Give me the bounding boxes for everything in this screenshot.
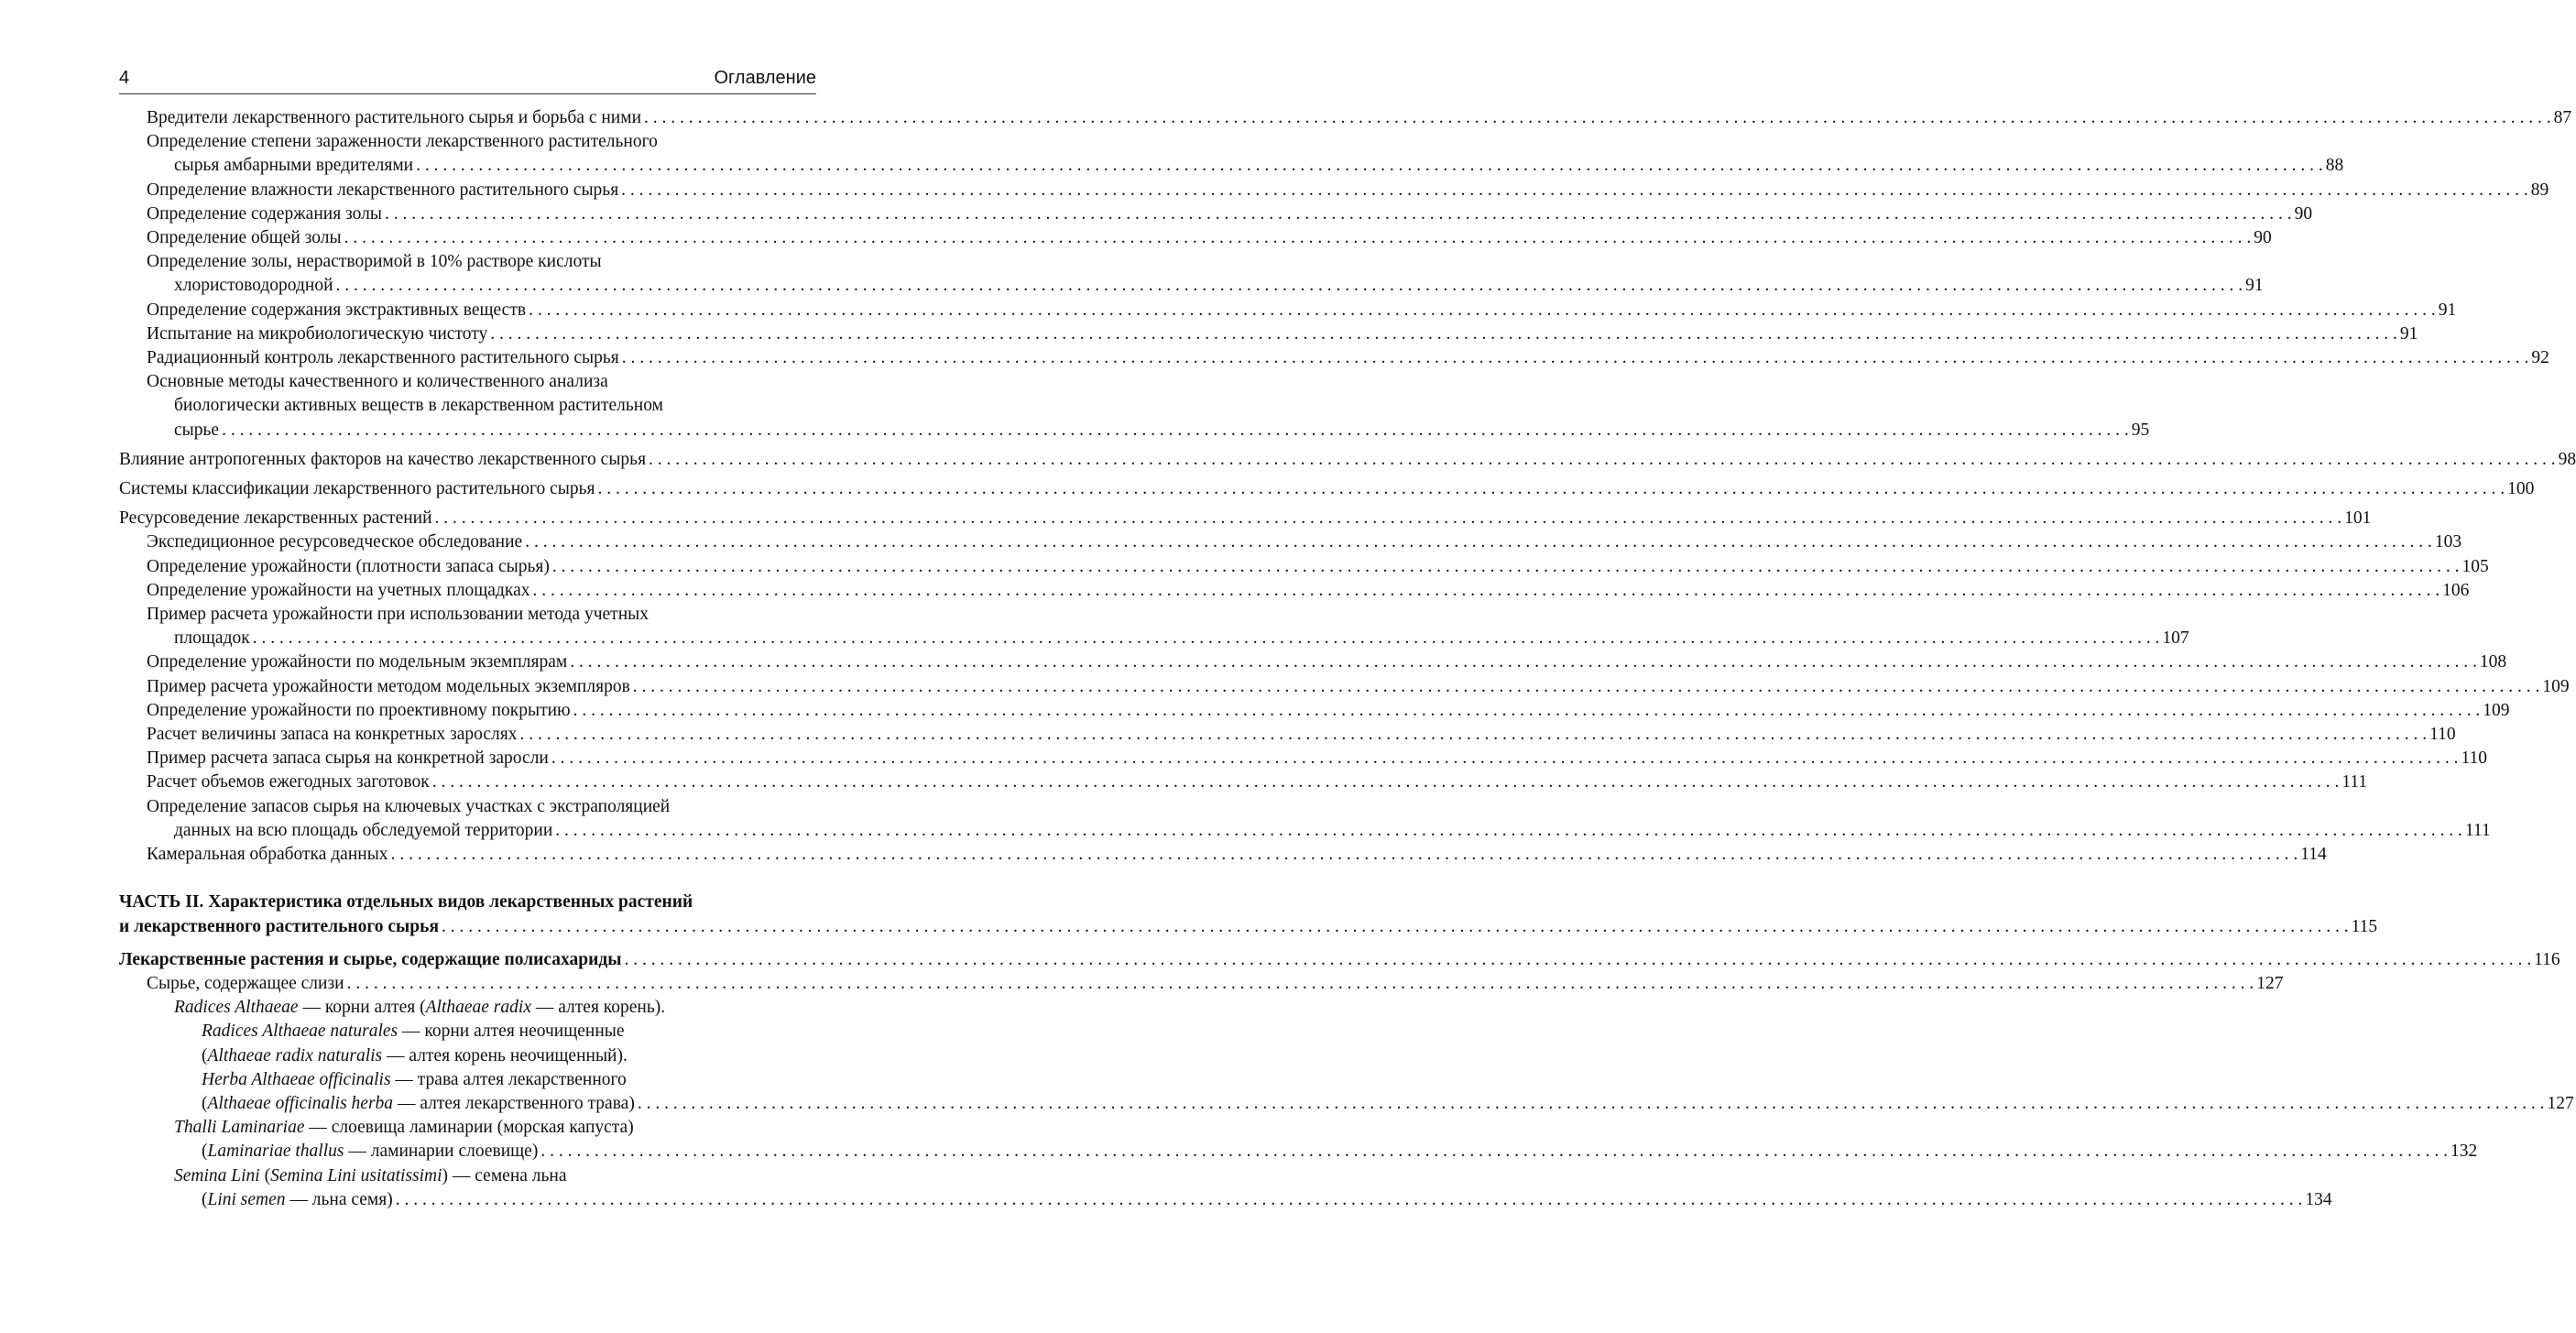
- toc-entry[interactable]: [119, 202, 2313, 226]
- russian-name: — алтея лекарственного трава): [393, 1093, 635, 1113]
- toc-leader: [595, 477, 2507, 501]
- toc-entry-title: Вредители лекарственного растительного сырья и борьба с ними: [147, 108, 642, 127]
- toc-entry-title: Определение запасов сырья на ключевых участках с экстраполяцией: [147, 796, 671, 816]
- toc-leader: [549, 747, 2461, 770]
- toc-entry-title-continued: сырье: [174, 420, 220, 440]
- toc-leader: [635, 1092, 2548, 1116]
- toc-entry-title-continued: биологически активных веществ в лекарственном растительном: [174, 396, 663, 416]
- running-header: [119, 66, 816, 94]
- toc-leader: [618, 179, 2531, 202]
- paren: (: [202, 1045, 208, 1065]
- toc-leader: [393, 1188, 2306, 1212]
- toc-leader: [522, 530, 2435, 554]
- toc-entry-title: Определение золы, нерастворимой в 10% растворе кислоты: [147, 252, 602, 272]
- toc-entry-title: Определение урожайности на учетных площадках: [147, 580, 530, 600]
- toc-entry-page: 114: [2300, 845, 2327, 865]
- toc-leader: [333, 274, 2246, 298]
- latin-name: Radices Althaeae naturales: [202, 1022, 398, 1042]
- toc-entry[interactable]: [119, 226, 2272, 250]
- toc-entry[interactable]: [119, 1164, 2332, 1212]
- toc-entry[interactable]: [119, 650, 2507, 674]
- paren: (: [202, 1093, 208, 1113]
- toc-leader: [529, 579, 2442, 603]
- toc-entry-page: 109: [2542, 676, 2570, 696]
- toc-entry-page: 91: [2399, 323, 2418, 344]
- toc-entry-page: 132: [2450, 1142, 2478, 1162]
- toc-entry[interactable]: [119, 346, 2549, 370]
- toc-entry[interactable]: [119, 507, 2372, 530]
- toc-entry-title-continued: площадок: [174, 628, 250, 649]
- russian-name: — ламинарии слоевище): [344, 1142, 539, 1162]
- toc-entry-title: Пример расчета запаса сырья на конкретной заросли: [147, 748, 549, 769]
- toc-leader: [619, 346, 2532, 370]
- toc-entry-title: Определение степени зараженности лекарственного растительного: [147, 132, 658, 152]
- toc-leader: [250, 627, 2163, 650]
- toc-entry[interactable]: [119, 675, 2570, 699]
- toc-entry[interactable]: [119, 370, 2150, 443]
- toc-entry-page: 98: [2558, 449, 2576, 469]
- toc-entry-title: Определение содержания экстрактивных веществ: [147, 300, 527, 320]
- russian-name: — алтея корень).: [530, 998, 666, 1018]
- toc-entry-page: 127: [2256, 973, 2284, 993]
- toc-entry[interactable]: [119, 448, 2576, 472]
- latin-name: Semina Lini usitatissimi: [270, 1165, 442, 1185]
- toc-leader: [487, 322, 2400, 346]
- toc-leader: [439, 915, 2352, 939]
- toc-entry[interactable]: [119, 996, 2574, 1116]
- toc-entry-title: Системы классификации лекарственного растительного сырья: [119, 479, 595, 499]
- toc-entry-title: Пример расчета урожайности методом модельных экземпляров: [147, 676, 630, 696]
- toc-entry[interactable]: [119, 972, 2284, 996]
- toc-entry-page: 91: [2438, 300, 2457, 320]
- toc-leader: [538, 1140, 2450, 1164]
- toc-entry-page: 92: [2531, 348, 2549, 368]
- toc-entry-page: 90: [2254, 228, 2272, 248]
- toc-entry-title: Ресурсоведение лекарственных растений: [119, 508, 432, 529]
- toc-leader: [517, 723, 2429, 747]
- toc-entry-title: Камеральная обработка данных: [147, 845, 388, 865]
- russian-name: ) — семена льна: [442, 1165, 567, 1185]
- toc-leader: [344, 972, 2257, 996]
- russian-name: — слоевища ламинарии (морская капуста): [304, 1118, 634, 1138]
- toc-entry[interactable]: [119, 770, 2368, 794]
- toc-entry[interactable]: [119, 106, 2572, 130]
- toc-entry-page: 106: [2442, 580, 2470, 600]
- page-number: 4: [119, 68, 130, 88]
- toc-entry-page: 116: [2534, 949, 2560, 969]
- toc-leader: [646, 448, 2559, 472]
- paren: (: [259, 1165, 271, 1185]
- toc-entry[interactable]: [119, 477, 2535, 501]
- toc-leader: [552, 819, 2465, 843]
- toc-entry[interactable]: [119, 948, 2560, 972]
- toc-entry-title-continued: данных на всю площадь обследуемой территории: [174, 820, 553, 840]
- toc-entry-page: 89: [2530, 180, 2549, 200]
- toc-entry-title: Экспедиционное ресурсоведческое обследование: [147, 532, 523, 552]
- toc-entry-page: 108: [2479, 652, 2507, 672]
- toc-entry[interactable]: [119, 747, 2488, 770]
- latin-name: Herba Althaeae officinalis: [202, 1069, 391, 1089]
- toc-entry[interactable]: [119, 723, 2456, 747]
- russian-name: — льна семя): [285, 1189, 393, 1209]
- toc-entry-page: 115: [2351, 916, 2378, 936]
- toc-entry-title: Пример расчета урожайности при использовании метода учетных: [147, 605, 649, 625]
- toc-leader: [526, 299, 2439, 322]
- toc-leader: [641, 106, 2554, 130]
- toc-leader: [432, 507, 2345, 530]
- toc-entry[interactable]: [119, 603, 2189, 650]
- toc-entry-page: 101: [2344, 508, 2372, 529]
- toc-entry-title: Расчет объемов ежегодных заготовок: [147, 772, 430, 792]
- toc-entry-title: Радиационный контроль лекарственного растительного сырья: [147, 348, 619, 368]
- toc-entry-page: 110: [2429, 725, 2456, 745]
- toc-entry-page: 107: [2162, 628, 2189, 649]
- toc-leader: [630, 675, 2543, 699]
- toc-entry[interactable]: [119, 795, 2491, 843]
- toc-entry-title: Основные методы качественного и количественного анализа: [147, 372, 608, 392]
- paren: (: [202, 1142, 208, 1162]
- toc-entry-title: Определение содержания золы: [147, 203, 382, 224]
- toc-entry-page: 90: [2294, 203, 2313, 224]
- toc-entry-page: 110: [2461, 748, 2488, 769]
- latin-name: Thalli Laminariae: [174, 1118, 305, 1138]
- latin-name: Althaeae radix: [425, 998, 531, 1018]
- toc-entry[interactable]: [119, 555, 2489, 579]
- toc-entry[interactable]: [119, 579, 2470, 603]
- toc-entry-title: ЧАСТЬ II. Характеристика отдельных видов лекарственных растений: [119, 892, 693, 912]
- toc-leader: [413, 154, 2326, 178]
- toc-entry-title: Определение урожайности по проективному покрытию: [147, 700, 571, 720]
- toc-entry[interactable]: [119, 130, 2344, 178]
- toc-leader: [567, 650, 2480, 674]
- toc-entry-page: 103: [2434, 532, 2462, 552]
- toc-entry-page: 95: [2131, 420, 2150, 440]
- toc-leader: [219, 419, 2132, 443]
- latin-name: Althaeae officinalis herba: [207, 1093, 394, 1113]
- russian-name: — корни алтея неочищенные: [398, 1022, 625, 1042]
- toc-entry-page: 111: [2464, 820, 2491, 840]
- toc-entry-title: Определение влажности лекарственного растительного сырья: [147, 180, 619, 200]
- toc-entry-page: 100: [2507, 479, 2535, 499]
- toc-entry[interactable]: [119, 179, 2549, 202]
- russian-name: — алтея корень неочищенный).: [382, 1045, 628, 1065]
- toc-entry[interactable]: [119, 843, 2327, 867]
- toc-entry-page: 105: [2461, 556, 2489, 576]
- toc-entry-title: Определение общей золы: [147, 228, 342, 248]
- latin-name: Laminariae thallus: [207, 1142, 344, 1162]
- toc-entry-page: 91: [2245, 276, 2264, 296]
- toc-leader: [382, 202, 2295, 226]
- latin-name: Semina Lini: [174, 1165, 260, 1185]
- toc-leader: [342, 226, 2254, 250]
- toc-entry[interactable]: [119, 699, 2510, 723]
- toc-entry-title: Определение урожайности по модельным экземплярам: [147, 652, 568, 672]
- toc-part-heading[interactable]: [119, 890, 2378, 938]
- latin-name: Radices Althaeae: [174, 998, 299, 1018]
- table-of-contents: [119, 106, 2576, 1212]
- toc-entry[interactable]: [119, 299, 2457, 322]
- toc-entry-title-continued: хлористоводородной: [174, 276, 333, 296]
- russian-name: — корни алтея (: [298, 998, 426, 1018]
- running-title: Оглавление: [714, 68, 816, 88]
- toc-entry[interactable]: [119, 530, 2462, 554]
- toc-entry-page: 134: [2305, 1189, 2332, 1209]
- toc-entry[interactable]: [119, 1116, 2478, 1164]
- toc-entry-page: 111: [2341, 772, 2368, 792]
- toc-leader: [621, 948, 2534, 972]
- russian-name: — трава алтея лекарственного: [390, 1069, 627, 1089]
- toc-entry-title: Определение урожайности (плотности запаса сырья): [147, 556, 550, 576]
- toc-entry-page: 109: [2483, 700, 2510, 720]
- paren: (: [202, 1189, 208, 1209]
- toc-leader: [550, 555, 2462, 579]
- toc-entry-title: Испытание на микробиологическую чистоту: [147, 323, 488, 344]
- toc-entry-title-continued: и лекарственного растительного сырья: [119, 916, 439, 936]
- toc-leader: [430, 770, 2342, 794]
- toc-entry[interactable]: [119, 250, 2264, 298]
- latin-name: Althaeae radix naturalis: [207, 1045, 383, 1065]
- toc-entry-page: 88: [2325, 156, 2344, 176]
- toc-entry[interactable]: [119, 322, 2418, 346]
- toc-leader: [571, 699, 2483, 723]
- toc-entry-title: Сырье, содержащее слизи: [147, 973, 344, 993]
- toc-entry-page: 87: [2553, 108, 2572, 127]
- toc-leader: [388, 843, 2301, 867]
- toc-entry-title-continued: сырья амбарными вредителями: [174, 156, 414, 176]
- toc-entry-title: Влияние антропогенных факторов на качество лекарственного сырья: [119, 449, 647, 469]
- toc-entry-title: Лекарственные растения и сырье, содержащие полисахариды: [119, 949, 622, 969]
- latin-name: Lini semen: [207, 1189, 286, 1209]
- toc-entry-title: Расчет величины запаса на конкретных зарослях: [147, 725, 518, 745]
- toc-entry-page: 127: [2547, 1093, 2574, 1113]
